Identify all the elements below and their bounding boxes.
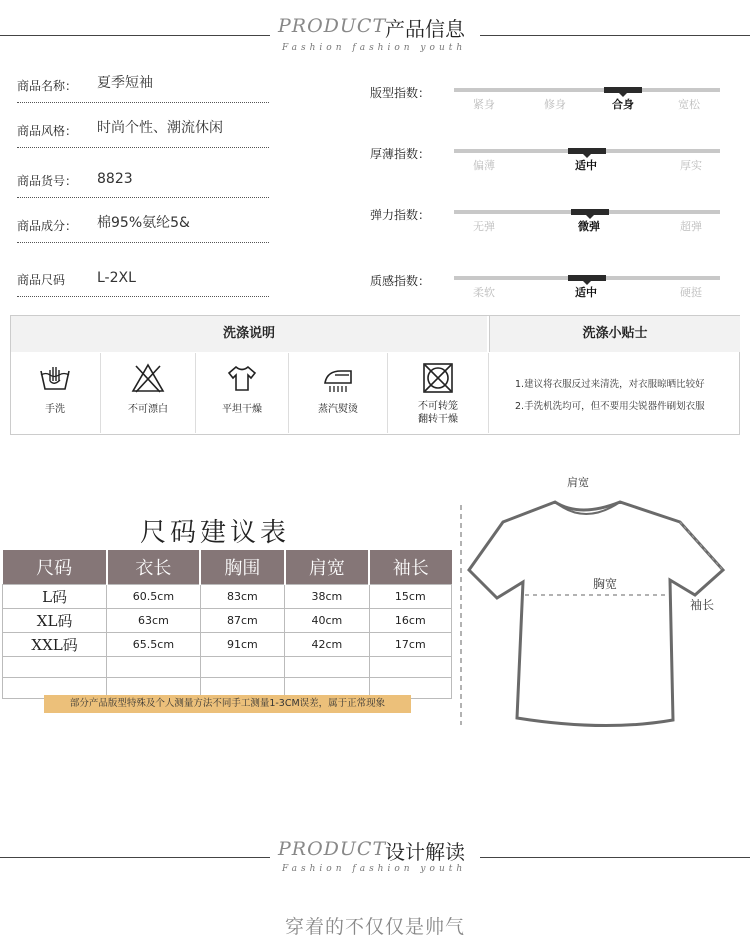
table-cell: 83cm (200, 585, 284, 609)
wash-tip: 1.建议将衣服反过来清洗，对衣服晾晒比较好 (515, 379, 705, 390)
table-cell: 91cm (200, 633, 284, 657)
no-bleach-icon (131, 361, 165, 395)
fit-index (370, 88, 730, 128)
section-header-product-info (0, 8, 750, 68)
flat-dry-icon (225, 361, 259, 395)
index-option-selected: 合身 (612, 98, 634, 111)
hand-wash-icon (38, 361, 72, 395)
texture-index (370, 276, 730, 316)
section-title: 产品信息 (385, 17, 465, 41)
wash-item-label: 蒸汽熨烫 (318, 404, 358, 415)
section-title-en: PRODUCT (278, 838, 387, 860)
info-row-material (17, 202, 269, 243)
info-value: 夏季短袖 (97, 75, 153, 91)
table-cell (369, 657, 451, 678)
index-option: 紧身 (473, 98, 495, 111)
wash-item-steam-iron (288, 353, 387, 433)
info-value: 8823 (97, 171, 133, 187)
size-table-header-cell: 胸围 (200, 550, 284, 585)
info-row-style (17, 107, 269, 148)
wash-instructions (10, 315, 740, 435)
size-table (2, 550, 452, 699)
index-marker (568, 275, 606, 281)
section-title-en: PRODUCT (278, 15, 387, 37)
table-cell: 16cm (369, 609, 451, 633)
info-row-size (17, 256, 269, 297)
size-table-header-cell: 尺码 (3, 550, 107, 585)
size-table-header-cell: 肩宽 (285, 550, 369, 585)
index-label: 厚薄指数： (370, 147, 431, 161)
index-option: 硬挺 (680, 286, 702, 299)
table-cell: 40cm (285, 609, 369, 633)
table-cell: 60.5cm (107, 585, 200, 609)
elasticity-index (370, 210, 730, 250)
index-option: 超弹 (680, 220, 702, 233)
index-label: 弹力指数： (370, 208, 431, 222)
size-table-header-cell: 袖长 (369, 550, 451, 585)
size-note: 部分产品版型特殊及个人测量方法不同手工测量1-3CM误差，属于正常现象 (44, 695, 411, 713)
index-marker (568, 148, 606, 154)
index-option: 宽松 (678, 98, 700, 111)
diagram-label-sleeve: 袖长 (690, 598, 715, 612)
size-cell: XXL码 (3, 633, 107, 657)
wash-item-label: 不可转笼 翻转干燥 (418, 401, 458, 425)
index-label: 版型指数： (370, 86, 431, 100)
divider (480, 35, 750, 36)
diagram-label-chest: 胸宽 (593, 577, 618, 591)
size-cell: L码 (3, 585, 107, 609)
size-chart-title: 尺码建议表 (140, 518, 291, 548)
index-track (454, 276, 720, 299)
wash-item-flat-dry (195, 353, 288, 433)
divider (0, 35, 270, 36)
table-cell: 38cm (285, 585, 369, 609)
wash-item-label: 手洗 (45, 404, 65, 415)
wash-item-hand-wash (11, 353, 99, 433)
index-track (454, 210, 720, 233)
index-marker (571, 209, 609, 215)
section-subtitle: Fashion fashion youth (282, 43, 467, 53)
table-cell: 15cm (369, 585, 451, 609)
index-track (454, 149, 720, 172)
table-cell (200, 657, 284, 678)
wash-tip: 2.手洗机洗均可，但不要用尖锐器件刷划衣服 (515, 401, 705, 412)
info-label: 商品尺码 (17, 273, 66, 287)
table-cell (3, 657, 107, 678)
wash-title: 洗涤说明 (11, 316, 487, 352)
table-cell: 65.5cm (107, 633, 200, 657)
size-table-header-cell: 衣长 (107, 550, 200, 585)
info-value: L-2XL (97, 270, 136, 286)
info-row-name (17, 62, 269, 103)
info-value: 棉95%氨纶5& (97, 215, 190, 231)
section-subtitle: Fashion fashion youth (282, 864, 467, 874)
divider (0, 857, 270, 858)
index-option: 修身 (544, 98, 566, 111)
table-row (3, 585, 452, 609)
thickness-index (370, 149, 730, 189)
info-label: 商品货号： (17, 174, 78, 188)
section-title: 设计解读 (385, 840, 465, 864)
info-label: 商品名称： (17, 79, 78, 93)
wash-item-no-tumble-dry (387, 353, 488, 433)
divider (480, 857, 750, 858)
size-table-header (3, 550, 452, 585)
index-option: 柔软 (473, 286, 495, 299)
index-label: 质感指数： (370, 274, 431, 288)
table-cell: 42cm (285, 633, 369, 657)
info-value: 时尚个性、潮流休闲 (97, 120, 223, 136)
diagram-label-shoulder: 肩宽 (567, 476, 589, 489)
table-cell: 87cm (200, 609, 284, 633)
wash-item-no-bleach (100, 353, 195, 433)
index-option: 无弹 (473, 220, 495, 233)
info-label: 商品成分： (17, 219, 78, 233)
wash-item-label: 平坦干燥 (222, 404, 262, 415)
table-cell: 63cm (107, 609, 200, 633)
wash-tips-area (488, 353, 740, 433)
wash-tips-title: 洗涤小贴士 (489, 316, 740, 352)
table-cell (285, 657, 369, 678)
info-label: 商品风格： (17, 124, 78, 138)
table-row (3, 657, 452, 678)
table-row (3, 609, 452, 633)
index-option-selected: 适中 (575, 286, 597, 299)
index-option-selected: 适中 (575, 159, 597, 172)
size-cell: XL码 (3, 609, 107, 633)
slogan: 穿着的不仅仅是帅气 (284, 916, 465, 938)
info-row-sku (17, 157, 269, 198)
table-row (3, 633, 452, 657)
section-header-design (0, 836, 750, 896)
index-option: 厚实 (680, 159, 702, 172)
index-track (454, 88, 720, 111)
table-cell: 17cm (369, 633, 451, 657)
table-cell (107, 657, 200, 678)
wash-item-label: 不可漂白 (128, 404, 168, 415)
index-marker (604, 87, 642, 93)
index-option: 偏薄 (473, 159, 495, 172)
steam-iron-icon (321, 361, 355, 395)
no-tumble-dry-icon (421, 361, 455, 395)
index-option-selected: 微弹 (578, 220, 600, 233)
